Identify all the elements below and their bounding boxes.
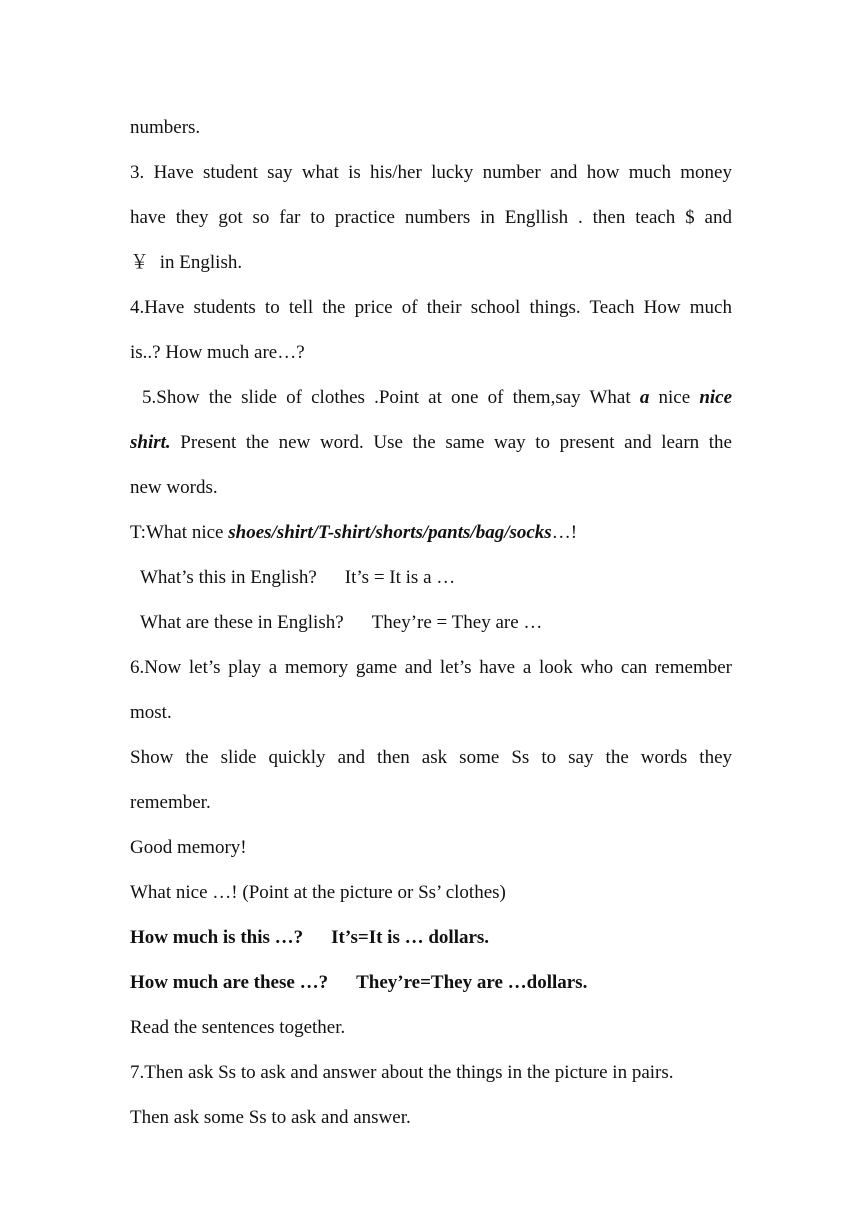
bold-dialog-line-1 bbox=[130, 915, 732, 960]
step-4-line-1 bbox=[130, 285, 732, 330]
bold-answer-1: It’s=It is … dollars. bbox=[331, 927, 490, 948]
document-page bbox=[130, 105, 732, 1140]
dialog-answer-1: It’s = It is a … bbox=[344, 567, 456, 588]
step-6-text-3: Show the slide quickly and then ask some Ss to say the words they bbox=[130, 747, 732, 768]
step-3-line-2 bbox=[130, 195, 732, 240]
teacher-text-c: …! bbox=[551, 522, 578, 543]
step-6-line-5 bbox=[130, 825, 732, 870]
bold-dialog-line-2 bbox=[130, 960, 732, 1005]
step-6-text-5: Good memory! bbox=[130, 837, 247, 858]
step-6-line-3 bbox=[130, 735, 732, 780]
step-3-text-1: 3. Have student say what is his/her lucky number and how much money bbox=[130, 162, 732, 183]
step-6-line-6 bbox=[130, 870, 732, 915]
read-together-line bbox=[130, 1005, 732, 1050]
step-5-bold-a: a bbox=[639, 387, 650, 408]
step-6-text-2: most. bbox=[130, 702, 172, 723]
step-3-line-3 bbox=[130, 240, 732, 285]
step-5-text-a: 5.Show the slide of clothes .Point at one of them,say What bbox=[142, 387, 631, 408]
step-3-text-3: in English. bbox=[159, 252, 243, 273]
bold-question-1: How much is this …? bbox=[130, 927, 304, 948]
step-6-text-1: 6.Now let’s play a memory game and let’s have a look who can remember bbox=[130, 657, 732, 678]
step-4-text-1: 4.Have students to tell the price of their school things. Teach How much bbox=[130, 297, 732, 318]
teacher-bold-items: shoes/shirt/T-shirt/shorts/pants/bag/socks bbox=[228, 522, 552, 543]
teacher-line bbox=[130, 510, 732, 555]
step-5-bold-nice: nice bbox=[699, 387, 732, 408]
step-5-line-3 bbox=[130, 465, 732, 510]
step-7-line-1 bbox=[130, 1050, 732, 1095]
bold-answer-2: They’re=They are …dollars. bbox=[356, 972, 588, 993]
step-5-text-b: Present the new word. Use the same way to present and learn the bbox=[180, 432, 732, 453]
step-3-text-2: have they got so far to practice numbers in Engllish . then teach $ and bbox=[130, 207, 732, 228]
step-7-line-2 bbox=[130, 1095, 732, 1140]
step-5-bold-shirt: shirt. bbox=[130, 432, 171, 453]
read-together-text: Read the sentences together. bbox=[130, 1017, 346, 1038]
step-7-text-1: 7.Then ask Ss to ask and answer about the things in the picture in pairs. bbox=[130, 1062, 674, 1083]
step-6-text-4: remember. bbox=[130, 792, 211, 813]
step-5-text-nice: nice bbox=[658, 387, 691, 408]
dialog-line-1 bbox=[130, 555, 732, 600]
step-4-line-2 bbox=[130, 330, 732, 375]
step-6-line-2 bbox=[130, 690, 732, 735]
step-7-text-2: Then ask some Ss to ask and answer. bbox=[130, 1107, 411, 1128]
text-line-1 bbox=[130, 105, 732, 150]
dialog-question-2: What are these in English? bbox=[140, 612, 344, 633]
step-6-line-1 bbox=[130, 645, 732, 690]
step-3-line-1 bbox=[130, 150, 732, 195]
step-6-line-4 bbox=[130, 780, 732, 825]
bold-question-2: How much are these …? bbox=[130, 972, 329, 993]
step-5-line-1 bbox=[130, 375, 732, 420]
yen-symbol: ￥ bbox=[130, 252, 150, 273]
teacher-text-a: T:What nice bbox=[130, 522, 224, 543]
text-numbers: numbers. bbox=[130, 117, 201, 138]
dialog-answer-2: They’re = They are … bbox=[371, 612, 543, 633]
dialog-question-1: What’s this in English? bbox=[140, 567, 317, 588]
step-5-line-2 bbox=[130, 420, 732, 465]
dialog-line-2 bbox=[130, 600, 732, 645]
step-6-text-6: What nice …! (Point at the picture or Ss’ clothes) bbox=[130, 882, 506, 903]
step-5-text-c: new words. bbox=[130, 477, 218, 498]
step-4-text-2: is..? How much are…? bbox=[130, 342, 305, 363]
